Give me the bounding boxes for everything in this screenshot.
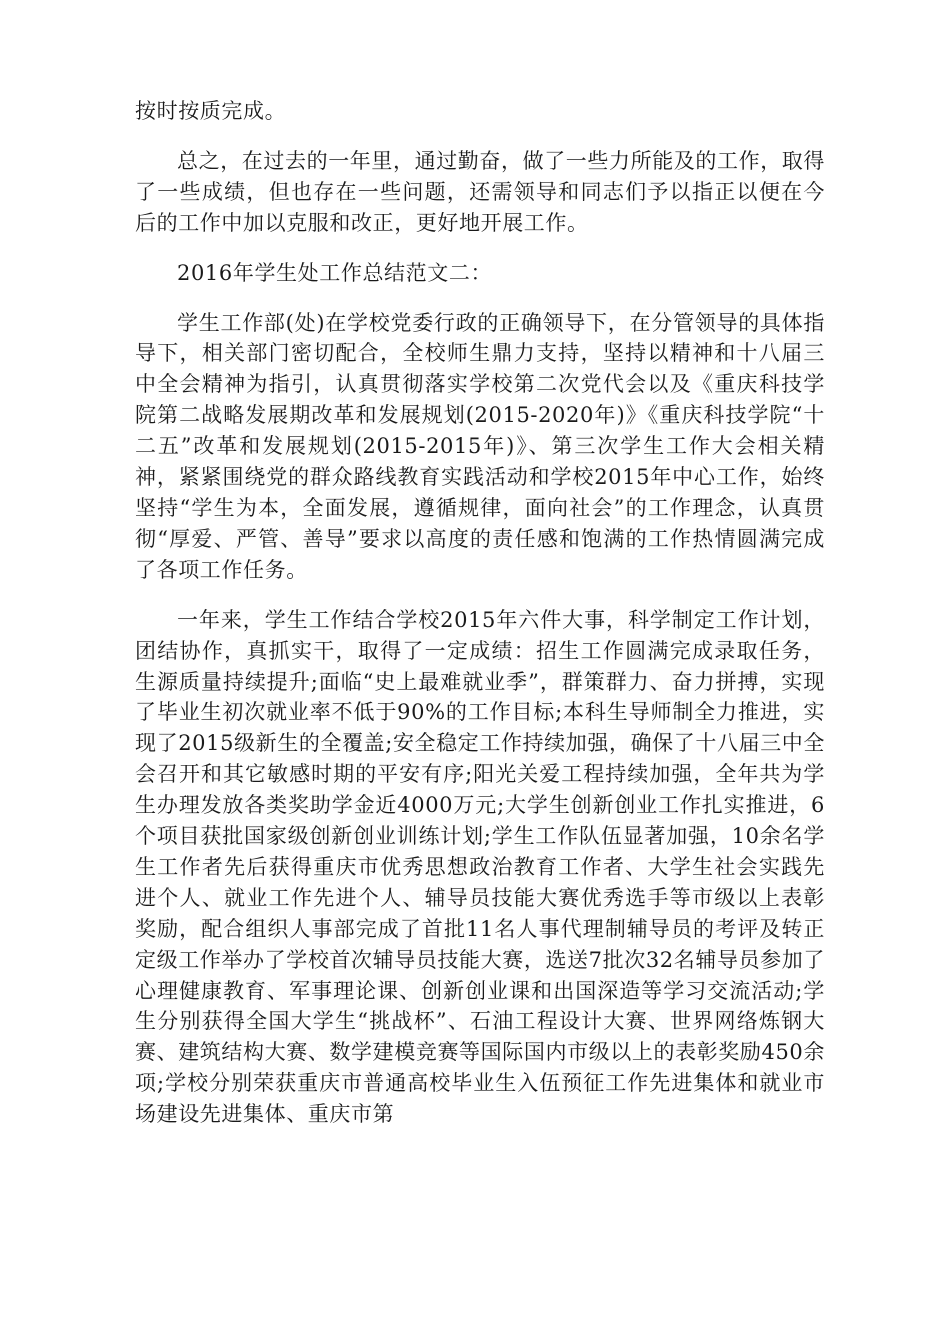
document-page <box>135 96 825 1149</box>
paragraph-summary: 总之，在过去的一年里，通过勤奋，做了一些力所能及的工作，取得了一些成绩，但也存在一些问题，还需领导和同志们予以指正以便在今后的工作中加以克服和改正，更好地开展工作。 <box>135 148 825 235</box>
paragraph-intro: 学生工作部(处)在学校党委行政的正确领导下，在分管领导的具体指导下，相关部门密切配合，全校师生鼎力支持，坚持以精神和十八届三中全会精神为指引，认真贯彻落实学校第二次党代会以及《重庆科技学院第二战略发展期改革和发展规划(2015-2020年)》《重庆科技学院“十二五”改革和发展规划(2015-2015年)》、第三次学生工作大会相关精神，紧紧围绕党的群众路线教育实践活动和学校2015年中心工作，始终坚持“学生为本，全面发展，遵循规律，面向社会”的工作理念，认真贯彻“厚爱、严管、善导”要求以高度的责任感和饱满的工作热情圆满完成了各项工作任务。 <box>135 310 825 582</box>
paragraph-achievements: 一年来，学生工作结合学校2015年六件大事，科学制定工作计划，团结协作，真抓实干，取得了一定成绩：招生工作圆满完成录取任务，生源质量持续提升;面临“史上最难就业季”，群策群力、奋力拼搏，实现了毕业生初次就业率不低于90%的工作目标;本科生导师制全力推进，实现了2015级新生的全覆盖;安全稳定工作持续加强，确保了十八届三中全会召开和其它敏感时期的平安有序;阳光关爱工程持续加强，全年共为学生办理发放各类奖助学金近4000万元;大学生创新创业工作扎实推进，6个项目获批国家级创新创业训练计划;学生工作队伍显著加强，10余名学生工作者先后获得重庆市优秀思想政治教育工作者、大学生社会实践先进个人、就业工作先进个人、辅导员技能大赛优秀选手等市级以上表彰奖励，配合组织人事部完成了首批11名人事代理制辅导员的考评及转正定级工作举办了学校首次辅导员技能大赛，选送7批次32名辅导员参加了心理健康教育、军事理论课、创新创业课和出国深造等学习交流活动;学生分别获得全国大学生“挑战杯”、石油工程设计大赛、世界网络炼钢大赛、建筑结构大赛、数学建模竞赛等国际国内市级以上的表彰奖励450余项;学校分别荣获重庆市普通高校毕业生入伍预征工作先进集体和就业市场建设先进集体、重庆市第 <box>135 607 826 1127</box>
section-heading: 2016年学生处工作总结范文二： <box>177 260 493 285</box>
paragraph-continuation: 按时按质完成。 <box>135 99 287 123</box>
